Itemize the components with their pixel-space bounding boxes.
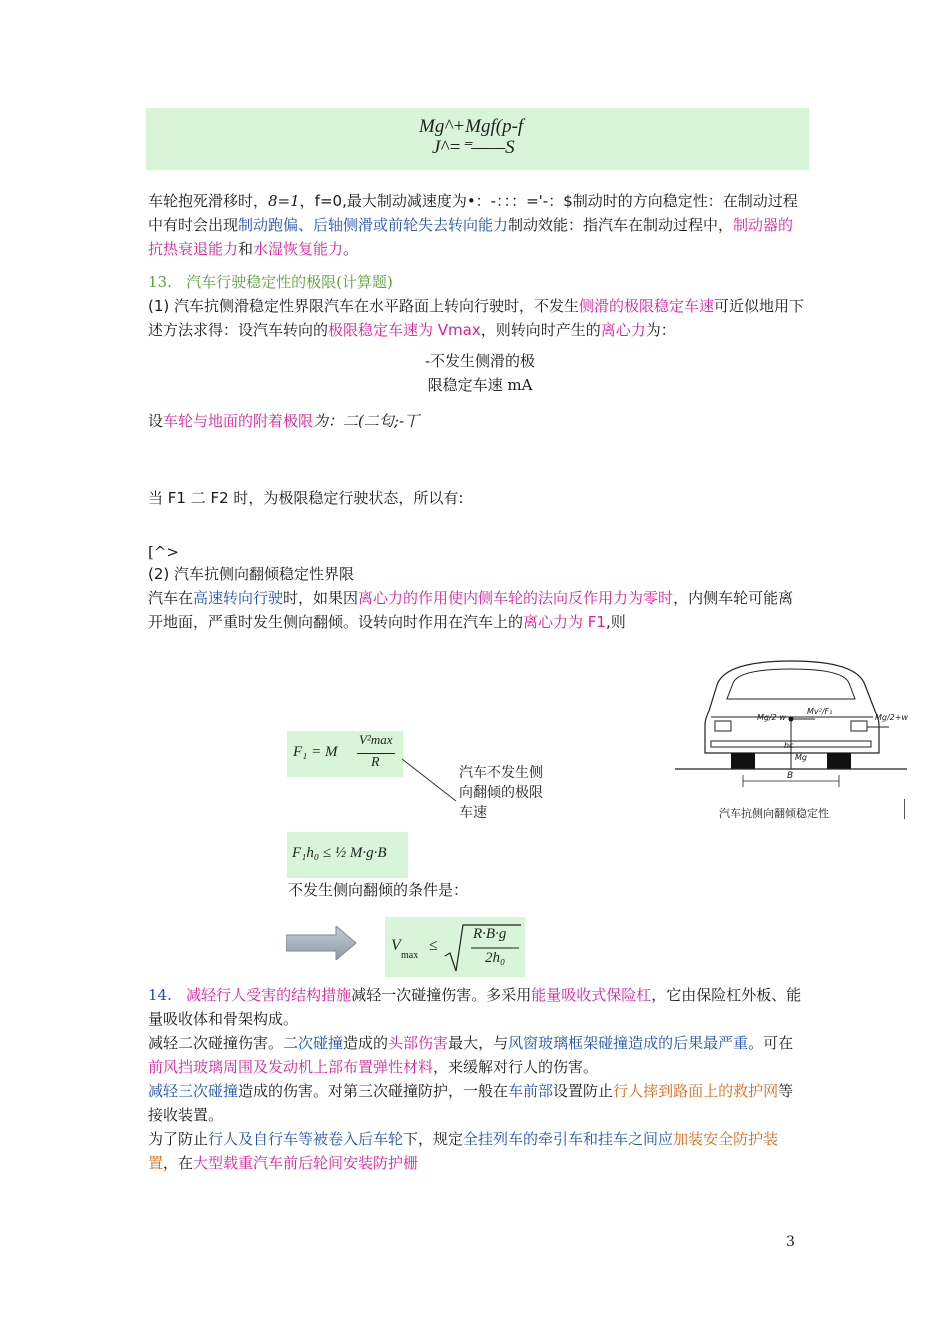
- f1-lhs: F₁ = M: [293, 744, 338, 760]
- car-rear-view-icon: [675, 655, 907, 805]
- car-label-mv: Mv²/F₁: [807, 707, 833, 716]
- right-arrow-icon: [286, 926, 358, 960]
- top-formula-box: [146, 108, 809, 170]
- rollover-heading: (2) 汽车抗侧向翻倾稳定性界限: [148, 565, 355, 583]
- braking-paragraph: 车轮抱死滑移时，8=1，f=0,最大制动减速度为•：-：：：='-：$制动时的方向稳定性：在制动过程中有时会出现制动跑偏、后轴侧滑或前轮失去转向能力制动效能：指汽车在制动过程中，制动器的抗热衰退能力和水湿恢复能力。: [148, 192, 798, 258]
- center-note: -不发生侧滑的极 限稳定车速 mA: [424, 352, 536, 394]
- sideslip-paragraph: (1) 汽车抗侧滑稳定性界限汽车在水平路面上转向行驶时，不发生侧滑的极限稳定车速可近似地用下述方法求得：设汽车转向的极限稳定车速为 Vmax，则转向时产生的离心力为：: [148, 297, 805, 339]
- vmax-le: ≤: [429, 937, 438, 954]
- car-label-mg-left: Mg/2·w: [757, 713, 786, 722]
- fragment-line: [^>: [148, 543, 179, 561]
- car-caption: 汽车抗侧向翻倾稳定性: [719, 807, 829, 820]
- callout-pointer: [400, 755, 460, 805]
- vmax-lhs: V: [391, 937, 401, 954]
- rollover-condition-label: 不发生侧向翻倾的条件是：: [288, 881, 469, 899]
- f1-formula-box: [287, 731, 403, 777]
- f1-fraction-bar: [357, 753, 395, 754]
- page-number: 3: [786, 1234, 795, 1250]
- car-label-mg: Mg: [795, 753, 807, 762]
- vmax-formula-box: [385, 917, 525, 977]
- car-label-mg-right: Mg/2+w: [875, 713, 909, 722]
- car-label-h: hc: [784, 741, 794, 750]
- top-formula-line1: Mg^+Mgf(p-f: [419, 116, 524, 137]
- section-13-heading: 13. 汽车行驶稳定性的极限(计算题): [148, 273, 393, 291]
- adhesion-paragraph: 设车轮与地面的附着极限为：二(二匂;-丅: [148, 412, 420, 430]
- wheel-guard-paragraph: 为了防止行人及自行车等被卷入后车轮下，规定全挂列车的牵引车和挂车之间应加装安全防护装置，在大型载重汽车前后轮间安装防护栅: [148, 1130, 779, 1172]
- second-collision-paragraph: 减轻二次碰撞伤害。二次碰撞造成的头部伤害最大，与风窗玻璃框架碰撞造成的后果最严重。可在前风挡玻璃周围及发动机上部布置弹性材料，来缓解对行人的伤害。: [148, 1034, 794, 1076]
- diagram-edge-mark: [904, 799, 905, 819]
- car-label-b: B: [787, 771, 794, 781]
- section-14-paragraph: 14. 减轻行人受害的结构措施减轻一次碰撞伤害。多采用能量吸收式保险杠，它由保险杠外板、能量吸收体和骨架构成。: [148, 986, 802, 1028]
- rollover-inequality-box: [287, 832, 408, 878]
- car-rollover-diagram: [675, 655, 907, 825]
- callout-text: 汽车不发生侧 向翻倾的极限 车速: [459, 765, 543, 821]
- f1-numerator: V²max: [359, 732, 393, 747]
- vmax-sub: max: [401, 950, 419, 961]
- rollover-paragraph: 汽车在高速转向行驶时，如果因离心力的作用使内侧车轮的法向反作用力为零时，内侧车轮可能离开地面，严重时发生侧向翻倾。设转向时作用在汽车上的离心力为 F1,则: [148, 589, 794, 631]
- f1-denominator: R: [371, 755, 380, 770]
- top-formula-line2: J^=⁼——S: [432, 137, 515, 158]
- vmax-denominator: 2h₀: [485, 950, 506, 966]
- third-collision-paragraph: 减轻三次碰撞造成的伤害。对第三次碰撞防护，一般在车前部设置防止行人摔到路面上的救护网等接收装置。: [148, 1082, 794, 1124]
- vmax-numerator: R·B·g: [473, 926, 507, 942]
- rollover-inequality: F₁h₀ ≤ ½ M·g·B: [292, 845, 387, 861]
- limit-state-paragraph: 当 F1 二 F2 时，为极限稳定行驶状态，所以有:: [148, 489, 464, 507]
